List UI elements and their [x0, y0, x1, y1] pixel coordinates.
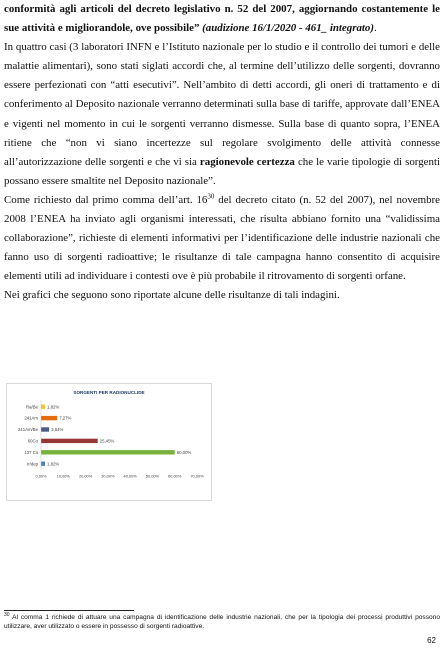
- category-label: Ra/Be: [26, 404, 38, 410]
- page-number: 62: [427, 636, 436, 645]
- category-label: 137 Cs: [24, 449, 38, 455]
- radionuclide-chart: [6, 383, 212, 501]
- chart-marks: [18, 400, 204, 478]
- x-tick-label: 70,00%: [190, 473, 204, 479]
- category-label: 60Co: [27, 438, 38, 444]
- paragraph-1: [4, 0, 440, 38]
- footnote-marker: 30: [4, 611, 10, 618]
- paragraph-2-bold: ragionevole certezza: [199, 155, 295, 168]
- paragraph-3-text: Come richiesto dal primo comma dell’art. 16: [4, 193, 208, 206]
- footnote-reference[interactable]: 30: [207, 192, 215, 201]
- data-label: 1,82%: [47, 461, 60, 467]
- data-label: 3,64%: [51, 427, 64, 433]
- paragraph-2-text: In quattro casi (3 laboratori INFN e l’Istituto nazionale per lo studio e il controllo dei tumori e delle malattie alimentari), sono stati siglati accordi che, al termine dell’utilizzo delle sorgenti, dovranno essere perfezionati con “atti esecutivi”. Nell’ambito di detti accordi, gli oneri di trattamento e di conferimento al Deposito nazionale verranno determinati sulla base di tariffe, approvate dall’ENEA e vigenti nel momento in cui le sorgenti verranno dismesse. Sulla base di quanto sopra, l’ENEA ritiene che “non vi siano incertezze sul regolare svolgimento delle attività connesse all’autorizzazione delle sorgenti e che vi sia: [4, 41, 440, 168]
- paragraph-1-end: .: [374, 22, 377, 35]
- bar: [41, 427, 49, 431]
- data-label: 1,82%: [47, 404, 60, 410]
- body-text: [4, 0, 440, 306]
- chart-svg: [7, 384, 211, 500]
- x-tick-label: 30,00%: [101, 473, 115, 479]
- chart-title: SORGENTI PER RADIONUCLIDE: [73, 390, 145, 395]
- x-tick-label: 60,00%: [168, 473, 182, 479]
- data-label: 7,27%: [59, 415, 72, 421]
- footnote-text: Al comma 1 richiede di attuare una campagna di identificazione delle industrie nazionali, che per la tipologia dei processi produttivi possono utilizzare, aver utilizzato o essere in possesso di sorgenti radioattive.: [4, 614, 440, 630]
- paragraph-3: [4, 191, 440, 286]
- x-tick-label: 20,00%: [78, 473, 93, 479]
- bar: [41, 462, 45, 466]
- bar: [41, 450, 175, 454]
- paragraph-4: Nei grafici che seguono sono riportate alcune delle risultanze di tali indagini.: [4, 289, 340, 302]
- paragraph-1-text: conformità agli articoli del decreto legislativo n. 52 del 2007, aggiornando costantemente le sue attività e migliorandole, ove possibile”: [4, 3, 440, 35]
- category-label: 241Am/Be: [17, 427, 38, 433]
- category-label: 241Am: [24, 415, 38, 421]
- bar: [41, 416, 57, 420]
- hearing-citation: (audizione 16/1/2020 - 461_ integrato): [202, 22, 374, 35]
- x-tick-label: 40,00%: [123, 473, 137, 479]
- paragraph-2: [4, 38, 440, 191]
- paragraph-2-end: che le varie tipologie di sorgenti possano essere smaltite nel Deposito nazionale”.: [4, 155, 440, 187]
- paragraph-3-end: del decreto citato (n. 52 del 2007), nel novembre 2008 l’ENEA ha inviato agli organismi interessati, che risulta abbiano fornito una “validissima collaborazione”, richieste di elementi informativi per l’identificazione delle industrie nazionali che fanno uso di sorgenti radioattive; le risultanze di tale campagna hanno consentito di acquisire elementi utili ad individuare i contesti ove è più probabile il ritrovamento di sorgenti orfane.: [4, 193, 440, 283]
- data-label: 60,00%: [176, 449, 192, 455]
- x-tick-label: 50,00%: [145, 473, 160, 479]
- bar: [41, 405, 45, 409]
- category-label: Ir/dep: [27, 461, 38, 467]
- footnote: [4, 613, 440, 631]
- x-tick-label: 10,00%: [56, 473, 70, 479]
- x-tick-label: 0,00%: [35, 473, 47, 479]
- data-label: 25,45%: [99, 438, 115, 444]
- footnote-separator: [4, 610, 134, 611]
- bar: [41, 439, 98, 443]
